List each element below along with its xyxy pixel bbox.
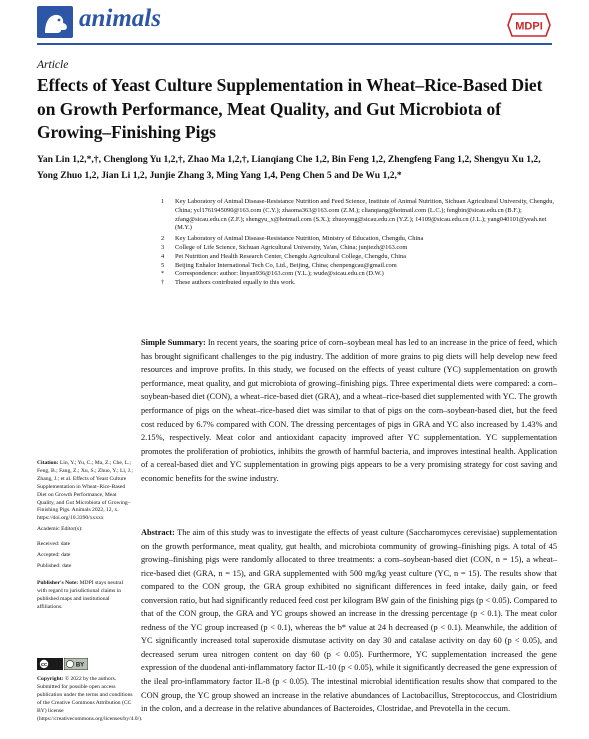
affiliation-2: [161, 235, 556, 244]
publishers-note: [37, 580, 133, 612]
affiliation-text: Pet Nutrition and Health Research Center, Chengdu Agricultural College, Chengdu, China: [175, 252, 406, 260]
accepted-date: Accepted: date: [37, 552, 71, 558]
cc-license-icon[interactable]: [37, 658, 63, 670]
citation-block: [37, 460, 133, 523]
affiliation-4: [161, 253, 556, 262]
copyright-label: Copyright:: [37, 676, 64, 682]
publishers-note-text: MDPI stays neutral with regard to jurisdictional claims in published maps and institutional affiliations.: [37, 580, 124, 610]
citation-label: Citation:: [37, 460, 59, 466]
affiliation-text: Beijing Enhalor International Tech Co, Ltd., Beijing, China; chenpengcau@gmail.com: [175, 261, 397, 269]
affiliation-mark: 2: [161, 235, 165, 243]
article-type: Article: [37, 59, 69, 71]
equal-contribution-note: [161, 279, 556, 288]
citation-text: Lin, Y.; Yu, C.; Ma, Z.; Che, L.; Feng, B.; Fang, Z.; Xu, S.; Zhuo, Y.; Li, J.; Zhang, J.; et al. Effects of Yeast Culture Supplementation in Wheat–Rice-Based Diet on Growth Performance, Meat Quality, and Gut Microbiota of Growing–Finishing Pigs. Animals 2022, 12, x. https://doi.org/10.3390/xxxxx: [37, 460, 133, 522]
affiliation-text: Correspondence: author: linyan936@163.com (Y.L.); wude@sicau.edu.cn (D.W.): [175, 270, 384, 278]
affiliation-5: [161, 262, 556, 271]
affiliation-mark: 3: [161, 243, 165, 251]
publishers-note-label: Publisher's Note:: [37, 580, 79, 586]
abstract-text: The aim of this study was to investigate the effects of yeast culture (Saccharomyces cerevisiae) supplementation on the growth performance, meat quality, gut health, and microbiota community of growing–finishing pigs. A total of 45 growing–finishing pigs were randomly allocated to three treatments: a corn–soybean-based diet (CON, n = 15), a wheat–rice-based diet (GRA, n = 15), and GRA supplemented with 500 mg/kg yeast culture (YC, n = 15). The results show that compared to the CON group, the GRA group exhibited no significant differences in feed intake, daily gain, or feed conversion ratio, but had significantly reduced feed cost per kilogram BW gain of the finishing pigs (p < 0.05). Compared to that of the CON group, the GRA and YC groups showed an increase in the dressing percentage (p < 0.1). The meat color redness of the YC group increased (p < 0.1), whereas the b* value at 24 h decreased (p < 0.1). Meanwhile, the addition of YC significantly increased total superoxide dismutase activity on day 30 and catalase activity on day 60 (p < 0.05), and decreased serum urea nitrogen content on day 60 (p < 0.05). Furthermore, YC supplementation increased the gene expression of the duodenal anti-inflammatory factor IL-10 (p < 0.05), while it significantly decreased the gene expression of the ileal pro-inflammatory factor IL-8 (p < 0.05). The intestinal microbial identification results show that compared to the CON group, the YC group showed an increase in the relative abundances of Lactobacillus, Streptococcus, and Clostridium in the colon, and a decrease in the relative abundances of Bacteroides, Clostridae, and Prevotella in the cecum.: [141, 528, 557, 714]
academic-editors: Academic Editor(s):: [37, 526, 83, 532]
affiliation-mark: 4: [161, 252, 165, 260]
affiliation-mark: 5: [161, 261, 165, 269]
simple-summary-label: Simple Summary:: [141, 338, 206, 347]
by-badge-text: BY: [75, 662, 85, 669]
copyright-text: © 2022 by the authors. Submitted for possible open access publication under the terms and conditions of the Creative Commons Attribution (CC BY) license (https://creativecommons.org/licenses/by/4.0/).: [37, 676, 143, 722]
paper-title: Effects of Yeast Culture Supplementation in Wheat–Rice-Based Diet on Growth Performance, Meat Quality, and Gut Microbiota of Growing–Finishing Pigs: [37, 75, 543, 142]
affiliation-mark: 1: [161, 198, 165, 205]
affiliation-mark: †: [161, 279, 165, 287]
affiliation-text: These authors contributed equally to this work.: [175, 279, 296, 287]
abstract-label: Abstract:: [141, 528, 175, 537]
journal-name: animals: [79, 5, 161, 32]
mdpi-logo-text: MDPI: [515, 20, 543, 33]
affiliation-mark: *: [161, 270, 165, 278]
published-date: Published: date: [37, 563, 72, 569]
affiliations: [161, 198, 556, 288]
abstract: [141, 526, 557, 716]
header-rule: [37, 43, 552, 45]
affiliation-3: [161, 244, 556, 253]
correspondence: [161, 270, 556, 279]
affiliation-text: College of Life Science, Sichuan Agricultural University, Ya'an, China; junjiezh@163.com: [175, 243, 408, 251]
author-list: Yan Lin 1,2,*,†, Chenglong Yu 1,2,†, Zhao Ma 1,2,†, Lianqiang Che 1,2, Bin Feng 1,2, Zhengfeng Fang 1,2, Shengyu Xu 1,2, Yong Zhuo 1,2, Jian Li 1,2, Junjie Zhang 3, Ming Yang 1,4, Peng Chen 5 and De Wu 1,2,*: [37, 154, 541, 181]
received-date: Received: date: [37, 541, 71, 547]
affiliation-text: Key Laboratory of Animal Disease-Resistance Nutrition, Ministry of Education, Chengdu, China: [175, 235, 424, 243]
affiliation-1: [161, 198, 556, 233]
simple-summary: [141, 336, 557, 486]
copyright-block: [37, 676, 143, 723]
affiliation-text: Key Laboratory of Animal Disease-Resistance Nutrition and Feed Science, Institute of Animal Nutrition, Sichuan Agricultural University, Chengdu, China; ycl1761945090@163.com (C.Y.); zhaoma363@163.com (Z.M.); clianqiang@hotmail.com (L.C.); fengbin@sicau.edu.cn (B.F.); zfang@sicau.edu.cn (Z.F.); shengyu_x@hotmail.com (S.X.); zhuoyong@sicau.edu.cn (Y.Z.); 14109@sicau.edu.cn (J.L.); yang040101@yeah.net (M.Y.): [175, 198, 555, 232]
simple-summary-text: In recent years, the soaring price of corn–soybean meal has led to an increase in the price of feed, which has brought significant challenges to the pig industry. The addition of more grains to pig diets will help develop new feed resources and improve profits. In this study, we focused on the effects of yeast culture (YC) supplementation on growth performance, meat quality, and gut microbiota of growing–finishing pigs. Three experimental diets were compared: a corn–soybean-based diet (CON), a wheat–rice-based diet (GRA), and a wheat–rice-based diet supplemented with YC. The growth performance of pigs on the wheat–rice-based diet was similar to that of pigs on the corn–soybean-based diet, but the feed cost reduced by 6.7% compared with CON. The dressing percentages of pigs in GRA and YC also increased by 1.43% and 2.15%, respectively. Meat color and antioxidant capacity improved after YC supplementation. YC supplementation promotes the proliferation of probiotics, inhibits the growth of harmful bacteria, and improves intestinal health. Application of a cereal-based diet and YC supplementation in growing pigs appears to be a very promising strategy for cost saving and economic benefits for the swine industry.: [141, 338, 558, 483]
cc-badge-text: cc: [41, 662, 47, 669]
mdpi-logo: [506, 12, 552, 38]
animals-journal-logo: [37, 6, 73, 38]
by-license-icon[interactable]: [64, 658, 88, 670]
